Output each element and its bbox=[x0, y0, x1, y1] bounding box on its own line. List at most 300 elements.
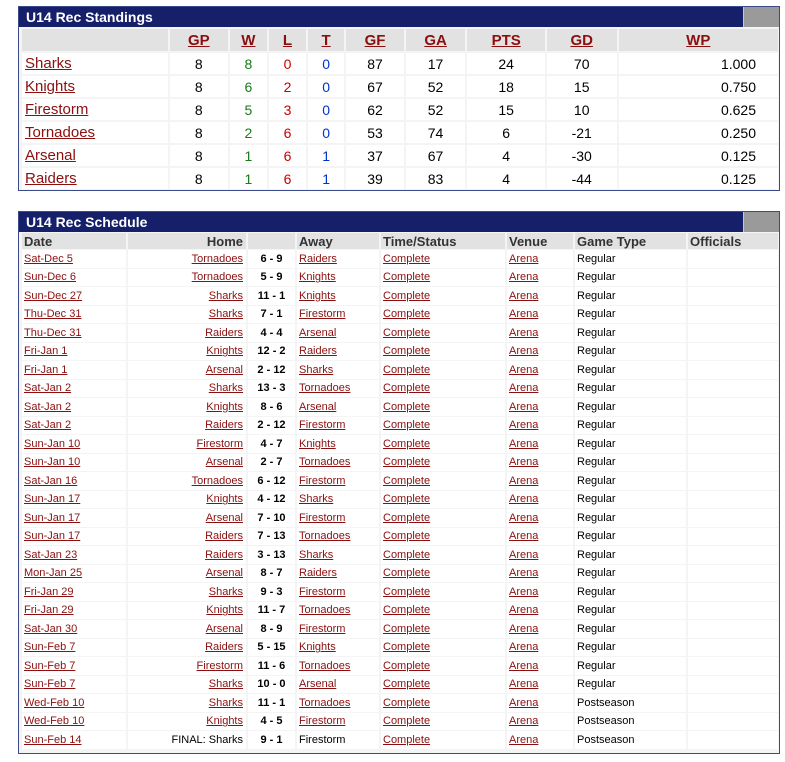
standings-pts-cell: 15 bbox=[467, 99, 544, 120]
schedule-status-link[interactable]: Complete bbox=[381, 361, 505, 379]
schedule-home-link[interactable]: Firestorm bbox=[128, 657, 246, 675]
schedule-venue-link[interactable]: Arena bbox=[507, 324, 573, 342]
schedule-type-cell: Regular bbox=[575, 509, 686, 527]
schedule-header-home: Home bbox=[128, 233, 246, 249]
schedule-row bbox=[22, 454, 778, 472]
schedule-venue-link[interactable]: Arena bbox=[507, 398, 573, 416]
standings-gp-cell: 8 bbox=[170, 122, 228, 143]
schedule-away-link[interactable]: Tornadoes bbox=[297, 454, 379, 472]
standings-row bbox=[22, 99, 778, 120]
schedule-status-link[interactable]: Complete bbox=[381, 491, 505, 509]
standings-wp-cell: 0.750 bbox=[619, 76, 778, 97]
schedule-officials-cell bbox=[688, 620, 778, 638]
standings-w-cell: 1 bbox=[230, 168, 268, 189]
schedule-officials-cell bbox=[688, 491, 778, 509]
schedule-status-link[interactable]: Complete bbox=[381, 639, 505, 657]
standings-header-ga[interactable]: GA bbox=[406, 29, 466, 51]
schedule-venue-link[interactable]: Arena bbox=[507, 361, 573, 379]
schedule-officials-cell bbox=[688, 731, 778, 749]
schedule-venue-link[interactable]: Arena bbox=[507, 472, 573, 490]
schedule-type-cell: Regular bbox=[575, 491, 686, 509]
schedule-officials-cell bbox=[688, 287, 778, 305]
schedule-venue-link[interactable]: Arena bbox=[507, 491, 573, 509]
schedule-home-link[interactable]: Firestorm bbox=[128, 435, 246, 453]
schedule-status-link[interactable]: Complete bbox=[381, 694, 505, 712]
schedule-score-cell: 11 - 6 bbox=[248, 657, 295, 675]
schedule-status-link[interactable]: Complete bbox=[381, 454, 505, 472]
schedule-venue-link[interactable]: Arena bbox=[507, 676, 573, 694]
schedule-home-link[interactable]: Sharks bbox=[128, 694, 246, 712]
schedule-status-link[interactable]: Complete bbox=[381, 287, 505, 305]
schedule-venue-link[interactable]: Arena bbox=[507, 602, 573, 620]
schedule-date-link[interactable]: Sat-Dec 5 bbox=[22, 250, 126, 268]
schedule-away-link[interactable]: Sharks bbox=[297, 361, 379, 379]
schedule-date-link[interactable]: Fri-Jan 1 bbox=[22, 361, 126, 379]
standings-title-bar bbox=[19, 7, 779, 27]
schedule-officials-cell bbox=[688, 306, 778, 324]
schedule-type-cell: Postseason bbox=[575, 694, 686, 712]
schedule-status-link[interactable]: Complete bbox=[381, 417, 505, 435]
schedule-date-link[interactable]: Sat-Jan 2 bbox=[22, 417, 126, 435]
schedule-title: U14 Rec Schedule bbox=[26, 214, 148, 230]
standings-pts-cell: 24 bbox=[467, 53, 544, 74]
schedule-date-link[interactable]: Wed-Feb 10 bbox=[22, 694, 126, 712]
schedule-status-link[interactable]: Complete bbox=[381, 250, 505, 268]
standings-wp-cell: 0.625 bbox=[619, 99, 778, 120]
standings-header-wp[interactable]: WP bbox=[619, 29, 778, 51]
standings-gd-cell: 15 bbox=[547, 76, 617, 97]
standings-row bbox=[22, 122, 778, 143]
schedule-score-cell: 4 - 12 bbox=[248, 491, 295, 509]
schedule-home-link[interactable]: Raiders bbox=[128, 324, 246, 342]
schedule-officials-cell bbox=[688, 676, 778, 694]
standings-header-l[interactable]: L bbox=[269, 29, 306, 51]
schedule-venue-link[interactable]: Arena bbox=[507, 620, 573, 638]
standings-gp-cell: 8 bbox=[170, 168, 228, 189]
schedule-officials-cell bbox=[688, 343, 778, 361]
schedule-away-link[interactable]: Tornadoes bbox=[297, 528, 379, 546]
schedule-away-link[interactable]: Arsenal bbox=[297, 324, 379, 342]
schedule-status-link[interactable]: Complete bbox=[381, 657, 505, 675]
standings-ga-cell: 67 bbox=[406, 145, 466, 166]
standings-title: U14 Rec Standings bbox=[26, 9, 153, 25]
schedule-title-bar bbox=[19, 212, 779, 232]
schedule-status-link[interactable]: Complete bbox=[381, 731, 505, 749]
standings-team-link[interactable]: Firestorm bbox=[22, 99, 168, 120]
schedule-venue-link[interactable]: Arena bbox=[507, 657, 573, 675]
schedule-type-cell: Regular bbox=[575, 676, 686, 694]
schedule-score-cell: 2 - 12 bbox=[248, 417, 295, 435]
schedule-date-link[interactable]: Sun-Dec 6 bbox=[22, 269, 126, 287]
schedule-venue-link[interactable]: Arena bbox=[507, 435, 573, 453]
schedule-officials-cell bbox=[688, 546, 778, 564]
schedule-type-cell: Regular bbox=[575, 380, 686, 398]
schedule-officials-cell bbox=[688, 657, 778, 675]
schedule-venue-link[interactable]: Arena bbox=[507, 343, 573, 361]
schedule-score-cell: 11 - 1 bbox=[248, 287, 295, 305]
standings-header-gd[interactable]: GD bbox=[547, 29, 617, 51]
standings-wp-cell: 0.125 bbox=[619, 168, 778, 189]
schedule-away-link[interactable]: Firestorm bbox=[297, 306, 379, 324]
standings-gp-cell: 8 bbox=[170, 145, 228, 166]
schedule-home-link[interactable]: Sharks bbox=[128, 676, 246, 694]
schedule-row bbox=[22, 324, 778, 342]
schedule-type-cell: Regular bbox=[575, 565, 686, 583]
standings-row bbox=[22, 145, 778, 166]
schedule-home-link[interactable]: Arsenal bbox=[128, 620, 246, 638]
schedule-row bbox=[22, 361, 778, 379]
schedule-home-link[interactable]: Raiders bbox=[128, 639, 246, 657]
schedule-header-away: Away bbox=[297, 233, 379, 249]
schedule-score-cell: 6 - 9 bbox=[248, 250, 295, 268]
schedule-row bbox=[22, 380, 778, 398]
schedule-type-cell: Regular bbox=[575, 343, 686, 361]
schedule-type-cell: Regular bbox=[575, 528, 686, 546]
schedule-away-link[interactable]: Knights bbox=[297, 435, 379, 453]
standings-gp-cell: 8 bbox=[170, 99, 228, 120]
schedule-row bbox=[22, 620, 778, 638]
standings-header-gp[interactable]: GP bbox=[170, 29, 228, 51]
schedule-date-link[interactable]: Sun-Feb 7 bbox=[22, 676, 126, 694]
standings-l-cell: 6 bbox=[269, 168, 306, 189]
schedule-venue-link[interactable]: Arena bbox=[507, 306, 573, 324]
schedule-officials-cell bbox=[688, 509, 778, 527]
schedule-score-cell: 5 - 9 bbox=[248, 269, 295, 287]
schedule-type-cell: Regular bbox=[575, 324, 686, 342]
schedule-type-cell: Regular bbox=[575, 435, 686, 453]
standings-corner-button[interactable] bbox=[743, 7, 779, 27]
schedule-type-cell: Regular bbox=[575, 472, 686, 490]
schedule-officials-cell bbox=[688, 417, 778, 435]
schedule-type-cell: Regular bbox=[575, 583, 686, 601]
schedule-venue-link[interactable]: Arena bbox=[507, 639, 573, 657]
schedule-home-link[interactable]: Sharks bbox=[128, 287, 246, 305]
schedule-status-link[interactable]: Complete bbox=[381, 306, 505, 324]
schedule-date-link[interactable]: Sat-Jan 2 bbox=[22, 398, 126, 416]
schedule-home-link[interactable]: Tornadoes bbox=[128, 472, 246, 490]
schedule-date-link[interactable]: Thu-Dec 31 bbox=[22, 324, 126, 342]
schedule-row bbox=[22, 306, 778, 324]
standings-t-cell: 1 bbox=[308, 145, 345, 166]
schedule-venue-link[interactable]: Arena bbox=[507, 694, 573, 712]
schedule-officials-cell bbox=[688, 250, 778, 268]
schedule-score-cell: 4 - 7 bbox=[248, 435, 295, 453]
schedule-away-link[interactable]: Firestorm bbox=[297, 509, 379, 527]
schedule-type-cell: Regular bbox=[575, 306, 686, 324]
schedule-score-cell: 8 - 6 bbox=[248, 398, 295, 416]
schedule-date-link[interactable]: Sun-Dec 27 bbox=[22, 287, 126, 305]
schedule-header-status: Time/Status bbox=[381, 233, 505, 249]
schedule-home-link[interactable]: Sharks bbox=[128, 380, 246, 398]
schedule-header-type: Game Type bbox=[575, 233, 686, 249]
schedule-score-cell: 6 - 12 bbox=[248, 472, 295, 490]
schedule-officials-cell bbox=[688, 398, 778, 416]
schedule-status-link[interactable]: Complete bbox=[381, 546, 505, 564]
schedule-row bbox=[22, 472, 778, 490]
schedule-score-cell: 7 - 10 bbox=[248, 509, 295, 527]
schedule-venue-link[interactable]: Arena bbox=[507, 250, 573, 268]
schedule-away-link[interactable]: Knights bbox=[297, 639, 379, 657]
schedule-score-cell: 7 - 1 bbox=[248, 306, 295, 324]
standings-l-cell: 2 bbox=[269, 76, 306, 97]
schedule-officials-cell bbox=[688, 639, 778, 657]
schedule-row bbox=[22, 528, 778, 546]
schedule-away-link[interactable]: Raiders bbox=[297, 565, 379, 583]
schedule-type-cell: Regular bbox=[575, 639, 686, 657]
schedule-row bbox=[22, 657, 778, 675]
schedule-status-link[interactable]: Complete bbox=[381, 620, 505, 638]
schedule-home-link[interactable]: Knights bbox=[128, 491, 246, 509]
standings-gf-cell: 53 bbox=[346, 122, 403, 143]
schedule-officials-cell bbox=[688, 602, 778, 620]
schedule-away-link[interactable]: Firestorm bbox=[297, 713, 379, 731]
schedule-officials-cell bbox=[688, 435, 778, 453]
schedule-officials-cell bbox=[688, 454, 778, 472]
schedule-venue-link[interactable]: Arena bbox=[507, 287, 573, 305]
standings-ga-cell: 83 bbox=[406, 168, 466, 189]
schedule-status-link[interactable]: Complete bbox=[381, 565, 505, 583]
schedule-venue-link[interactable]: Arena bbox=[507, 269, 573, 287]
schedule-row bbox=[22, 343, 778, 361]
schedule-home-link[interactable]: Tornadoes bbox=[128, 269, 246, 287]
standings-row bbox=[22, 53, 778, 74]
schedule-score-cell: 11 - 7 bbox=[248, 602, 295, 620]
schedule-home-link[interactable]: Arsenal bbox=[128, 509, 246, 527]
schedule-status-link[interactable]: Complete bbox=[381, 713, 505, 731]
schedule-header-venue: Venue bbox=[507, 233, 573, 249]
schedule-away-cell: Firestorm bbox=[297, 731, 379, 749]
schedule-status-link[interactable]: Complete bbox=[381, 435, 505, 453]
schedule-date-link[interactable]: Sun-Feb 7 bbox=[22, 639, 126, 657]
schedule-venue-link[interactable]: Arena bbox=[507, 565, 573, 583]
standings-gd-cell: -21 bbox=[547, 122, 617, 143]
schedule-status-link[interactable]: Complete bbox=[381, 583, 505, 601]
schedule-date-link[interactable]: Sun-Jan 17 bbox=[22, 528, 126, 546]
schedule-officials-cell bbox=[688, 380, 778, 398]
schedule-corner-button[interactable] bbox=[743, 212, 779, 232]
schedule-score-cell: 13 - 3 bbox=[248, 380, 295, 398]
schedule-officials-cell bbox=[688, 324, 778, 342]
schedule-row bbox=[22, 398, 778, 416]
schedule-row bbox=[22, 546, 778, 564]
schedule-status-link[interactable]: Complete bbox=[381, 269, 505, 287]
standings-ga-cell: 17 bbox=[406, 53, 466, 74]
schedule-home-link[interactable]: Tornadoes bbox=[128, 250, 246, 268]
schedule-date-link[interactable]: Sat-Jan 16 bbox=[22, 472, 126, 490]
schedule-date-link[interactable]: Mon-Jan 25 bbox=[22, 565, 126, 583]
standings-wp-cell: 0.125 bbox=[619, 145, 778, 166]
standings-pts-cell: 18 bbox=[467, 76, 544, 97]
schedule-status-link[interactable]: Complete bbox=[381, 324, 505, 342]
standings-team-link[interactable]: Arsenal bbox=[22, 145, 168, 166]
schedule-panel bbox=[18, 211, 780, 754]
schedule-venue-link[interactable]: Arena bbox=[507, 528, 573, 546]
standings-header-pts[interactable]: PTS bbox=[467, 29, 544, 51]
schedule-venue-link[interactable]: Arena bbox=[507, 731, 573, 749]
schedule-officials-cell bbox=[688, 269, 778, 287]
schedule-home-link[interactable]: Knights bbox=[128, 343, 246, 361]
schedule-home-link[interactable]: Raiders bbox=[128, 546, 246, 564]
schedule-row bbox=[22, 491, 778, 509]
schedule-status-link[interactable]: Complete bbox=[381, 602, 505, 620]
schedule-officials-cell bbox=[688, 713, 778, 731]
standings-gp-cell: 8 bbox=[170, 76, 228, 97]
schedule-header-officials: Officials bbox=[688, 233, 778, 249]
schedule-score-cell: 9 - 3 bbox=[248, 583, 295, 601]
standings-t-cell: 0 bbox=[308, 99, 345, 120]
schedule-row bbox=[22, 417, 778, 435]
schedule-home-link[interactable]: Arsenal bbox=[128, 565, 246, 583]
standings-team-link[interactable]: Raiders bbox=[22, 168, 168, 189]
schedule-home-link[interactable]: Arsenal bbox=[128, 361, 246, 379]
schedule-date-link[interactable]: Sat-Jan 30 bbox=[22, 620, 126, 638]
schedule-venue-link[interactable]: Arena bbox=[507, 509, 573, 527]
schedule-away-link[interactable]: Sharks bbox=[297, 546, 379, 564]
schedule-row bbox=[22, 639, 778, 657]
standings-pts-cell: 4 bbox=[467, 168, 544, 189]
standings-t-cell: 0 bbox=[308, 122, 345, 143]
schedule-type-cell: Regular bbox=[575, 657, 686, 675]
schedule-date-link[interactable]: Sun-Jan 17 bbox=[22, 491, 126, 509]
standings-gf-cell: 67 bbox=[346, 76, 403, 97]
schedule-date-link[interactable]: Sun-Feb 7 bbox=[22, 657, 126, 675]
schedule-home-link[interactable]: Raiders bbox=[128, 528, 246, 546]
standings-w-cell: 2 bbox=[230, 122, 268, 143]
standings-w-cell: 1 bbox=[230, 145, 268, 166]
schedule-score-cell: 4 - 5 bbox=[248, 713, 295, 731]
schedule-score-cell: 8 - 7 bbox=[248, 565, 295, 583]
schedule-date-link[interactable]: Fri-Jan 29 bbox=[22, 583, 126, 601]
schedule-home-link[interactable]: Knights bbox=[128, 602, 246, 620]
standings-w-cell: 6 bbox=[230, 76, 268, 97]
schedule-score-cell: 7 - 13 bbox=[248, 528, 295, 546]
schedule-home-link[interactable]: Knights bbox=[128, 398, 246, 416]
standings-header-w[interactable]: W bbox=[230, 29, 268, 51]
schedule-venue-link[interactable]: Arena bbox=[507, 583, 573, 601]
schedule-date-link[interactable]: Sat-Jan 2 bbox=[22, 380, 126, 398]
schedule-type-cell: Regular bbox=[575, 620, 686, 638]
schedule-score-cell: 10 - 0 bbox=[248, 676, 295, 694]
schedule-row bbox=[22, 676, 778, 694]
schedule-type-cell: Regular bbox=[575, 602, 686, 620]
schedule-row bbox=[22, 250, 778, 268]
schedule-status-link[interactable]: Complete bbox=[381, 398, 505, 416]
schedule-officials-cell bbox=[688, 565, 778, 583]
standings-ga-cell: 52 bbox=[406, 76, 466, 97]
standings-l-cell: 3 bbox=[269, 99, 306, 120]
schedule-home-link[interactable]: Sharks bbox=[128, 583, 246, 601]
schedule-away-link[interactable]: Tornadoes bbox=[297, 694, 379, 712]
schedule-away-link[interactable]: Firestorm bbox=[297, 417, 379, 435]
standings-ga-cell: 74 bbox=[406, 122, 466, 143]
schedule-type-cell: Regular bbox=[575, 546, 686, 564]
schedule-away-link[interactable]: Raiders bbox=[297, 343, 379, 361]
standings-gd-cell: 70 bbox=[547, 53, 617, 74]
schedule-header-score bbox=[248, 233, 295, 249]
schedule-date-link[interactable]: Sun-Jan 17 bbox=[22, 509, 126, 527]
schedule-away-link[interactable]: Knights bbox=[297, 287, 379, 305]
schedule-score-cell: 9 - 1 bbox=[248, 731, 295, 749]
standings-ga-cell: 52 bbox=[406, 99, 466, 120]
schedule-status-link[interactable]: Complete bbox=[381, 472, 505, 490]
schedule-status-link[interactable]: Complete bbox=[381, 343, 505, 361]
standings-l-cell: 6 bbox=[269, 122, 306, 143]
schedule-home-link[interactable]: Arsenal bbox=[128, 454, 246, 472]
standings-pts-cell: 4 bbox=[467, 145, 544, 166]
schedule-away-link[interactable]: Firestorm bbox=[297, 472, 379, 490]
standings-team-link[interactable]: Tornadoes bbox=[22, 122, 168, 143]
schedule-date-link[interactable]: Thu-Dec 31 bbox=[22, 306, 126, 324]
schedule-away-link[interactable]: Firestorm bbox=[297, 583, 379, 601]
schedule-status-link[interactable]: Complete bbox=[381, 509, 505, 527]
schedule-header-date: Date bbox=[22, 233, 126, 249]
schedule-away-link[interactable]: Arsenal bbox=[297, 398, 379, 416]
schedule-home-link[interactable]: Raiders bbox=[128, 417, 246, 435]
schedule-status-link[interactable]: Complete bbox=[381, 676, 505, 694]
schedule-type-cell: Regular bbox=[575, 250, 686, 268]
schedule-date-link[interactable]: Sun-Jan 10 bbox=[22, 435, 126, 453]
schedule-type-cell: Regular bbox=[575, 417, 686, 435]
schedule-type-cell: Regular bbox=[575, 287, 686, 305]
standings-row bbox=[22, 76, 778, 97]
schedule-row bbox=[22, 583, 778, 601]
schedule-venue-link[interactable]: Arena bbox=[507, 454, 573, 472]
schedule-away-link[interactable]: Tornadoes bbox=[297, 380, 379, 398]
standings-header-t[interactable]: T bbox=[308, 29, 345, 51]
schedule-home-link[interactable]: Sharks bbox=[128, 306, 246, 324]
schedule-venue-link[interactable]: Arena bbox=[507, 417, 573, 435]
schedule-status-link[interactable]: Complete bbox=[381, 380, 505, 398]
schedule-venue-link[interactable]: Arena bbox=[507, 380, 573, 398]
schedule-away-link[interactable]: Sharks bbox=[297, 491, 379, 509]
standings-gf-cell: 39 bbox=[346, 168, 403, 189]
schedule-date-link[interactable]: Fri-Jan 29 bbox=[22, 602, 126, 620]
schedule-venue-link[interactable]: Arena bbox=[507, 713, 573, 731]
schedule-officials-cell bbox=[688, 528, 778, 546]
schedule-away-link[interactable]: Tornadoes bbox=[297, 657, 379, 675]
standings-gp-cell: 8 bbox=[170, 53, 228, 74]
standings-t-cell: 0 bbox=[308, 53, 345, 74]
schedule-home-link[interactable]: Knights bbox=[128, 713, 246, 731]
schedule-date-link[interactable]: Fri-Jan 1 bbox=[22, 343, 126, 361]
schedule-date-link[interactable]: Sun-Feb 14 bbox=[22, 731, 126, 749]
schedule-venue-link[interactable]: Arena bbox=[507, 546, 573, 564]
schedule-row bbox=[22, 287, 778, 305]
standings-team-link[interactable]: Knights bbox=[22, 76, 168, 97]
standings-pts-cell: 6 bbox=[467, 122, 544, 143]
schedule-away-link[interactable]: Firestorm bbox=[297, 620, 379, 638]
schedule-away-link[interactable]: Tornadoes bbox=[297, 602, 379, 620]
schedule-away-link[interactable]: Raiders bbox=[297, 250, 379, 268]
schedule-officials-cell bbox=[688, 694, 778, 712]
schedule-away-link[interactable]: Arsenal bbox=[297, 676, 379, 694]
schedule-score-cell: 12 - 2 bbox=[248, 343, 295, 361]
schedule-date-link[interactable]: Wed-Feb 10 bbox=[22, 713, 126, 731]
schedule-row bbox=[22, 435, 778, 453]
standings-t-cell: 0 bbox=[308, 76, 345, 97]
schedule-date-link[interactable]: Sat-Jan 23 bbox=[22, 546, 126, 564]
standings-gf-cell: 87 bbox=[346, 53, 403, 74]
schedule-officials-cell bbox=[688, 583, 778, 601]
schedule-status-link[interactable]: Complete bbox=[381, 528, 505, 546]
schedule-date-link[interactable]: Sun-Jan 10 bbox=[22, 454, 126, 472]
schedule-away-link[interactable]: Knights bbox=[297, 269, 379, 287]
standings-header-team bbox=[22, 29, 168, 51]
standings-t-cell: 1 bbox=[308, 168, 345, 189]
standings-team-link[interactable]: Sharks bbox=[22, 53, 168, 74]
standings-header-gf[interactable]: GF bbox=[346, 29, 403, 51]
schedule-officials-cell bbox=[688, 361, 778, 379]
